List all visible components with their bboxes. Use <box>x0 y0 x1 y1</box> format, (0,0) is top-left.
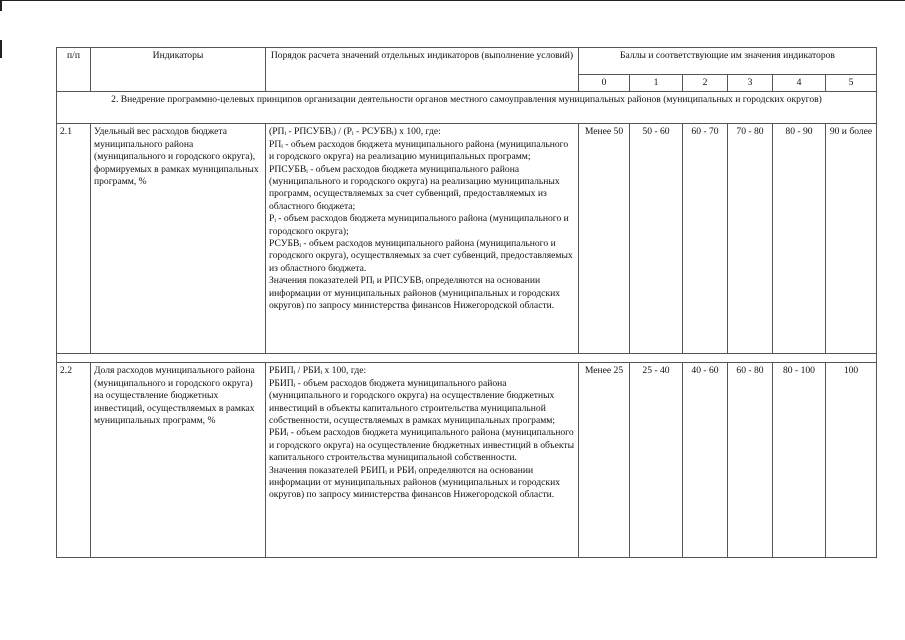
row-num: 2.2 <box>57 363 91 558</box>
score-cell-5: 90 и более <box>826 124 877 354</box>
row-num: 2.1 <box>57 124 91 354</box>
calc-line: РБИПᵢ / РБИᵢ x 100, где: <box>269 365 367 377</box>
row-calc <box>266 124 579 354</box>
header-score-4: 4 <box>773 75 826 92</box>
score-cell-1: 50 - 60 <box>630 124 683 354</box>
header-calc: Порядок расчета значений отдельных индикаторов (выполнение условий) <box>266 48 579 92</box>
score-cell-0: Менее 25 <box>579 363 630 558</box>
header-score-2: 2 <box>683 75 728 92</box>
score-cell-3: 70 - 80 <box>728 124 773 354</box>
header-num: п/п <box>57 48 91 92</box>
section-row <box>57 92 877 124</box>
calc-line: РПСУБВᵢ - объем расходов бюджета муниципального района (муниципального и городского округа) на реализацию муниципальных программ, осуществляемых за счет субвенций, предоставляемых из областного бюджета; <box>269 163 560 212</box>
calc-line: (РПᵢ - РПСУБВᵢ) / (Рᵢ - РСУБВᵢ) x 100, где: <box>269 126 441 138</box>
calc-line: РПᵢ - объем расходов бюджета муниципального района (муниципального и городского округа) на реализацию муниципальных программ; <box>269 138 569 163</box>
score-cell-1: 25 - 40 <box>630 363 683 558</box>
calc-line: Значения показателей РБИПᵢ и РБИᵢ определяются на основании информации от муниципальных районов (муниципальных и городских округов) по запросу министерства финансов Нижегородской области. <box>269 464 561 501</box>
table-row <box>57 124 877 354</box>
row-indicator: Удельный вес расходов бюджета муниципального района (муниципального и городского округа), формируемых в рамках муниципальных программ, % <box>91 124 266 354</box>
row-calc <box>266 363 579 558</box>
header-indicators: Индикаторы <box>91 48 266 92</box>
calc-line: РСУБВᵢ - объем расходов муниципального района (муниципального и городского округа), осуществляемых за счет субвенций, предоставляемых из областного бюджета. <box>269 238 573 274</box>
score-cell-4: 80 - 90 <box>773 124 826 354</box>
calc-line: РБИᵢ - объем расходов бюджета муниципального района (муниципального и городского округа) на осуществление бюджетных инвестиций в объекты капитального строительства муниципальной собственности. <box>269 427 575 464</box>
header-score-1: 1 <box>630 75 683 92</box>
page-left-mark <box>0 40 2 58</box>
calc-line: Значения показателей РПᵢ и РПСУБВᵢ определяются на основании информации от муниципальных районов (муниципальных и городских округов) по запросу министерства финансов Нижегородской области. <box>269 275 561 312</box>
indicators-table <box>56 47 877 558</box>
calc-line: Рᵢ - объем расходов бюджета муниципального района (муниципального и городского округа); <box>269 213 569 237</box>
header-scores-title: Баллы и соответствующие им значения индикаторов <box>579 48 877 75</box>
row-indicator: Доля расходов муниципального района (муниципального и городского округа) на осуществление бюджетных инвестиций, осуществляемых в рамках муниципальных программ, % <box>91 363 266 558</box>
row-separator <box>57 354 877 363</box>
score-cell-2: 40 - 60 <box>683 363 728 558</box>
section-title: 2. Внедрение программно-целевых принципов организации деятельности органов местного самоуправления муниципальных районов (муниципальных и городских округов) <box>57 92 877 124</box>
header-score-3: 3 <box>728 75 773 92</box>
table-row <box>57 363 877 558</box>
score-cell-2: 60 - 70 <box>683 124 728 354</box>
score-cell-3: 60 - 80 <box>728 363 773 558</box>
page-left-mark <box>0 0 2 11</box>
header-score-0: 0 <box>579 75 630 92</box>
header-score-5: 5 <box>826 75 877 92</box>
score-cell-0: Менее 50 <box>579 124 630 354</box>
calc-line: РБИПᵢ - объем расходов бюджета муниципального района (муниципального и городского округа) на осуществление бюджетных инвестиций в объекты капитального строительства муниципальной собственности, осуществляемых в рамках муниципальных программ; <box>269 377 556 427</box>
page-top-border <box>0 0 905 1</box>
score-cell-4: 80 - 100 <box>773 363 826 558</box>
score-cell-5: 100 <box>826 363 877 558</box>
table-header-row <box>57 48 877 75</box>
